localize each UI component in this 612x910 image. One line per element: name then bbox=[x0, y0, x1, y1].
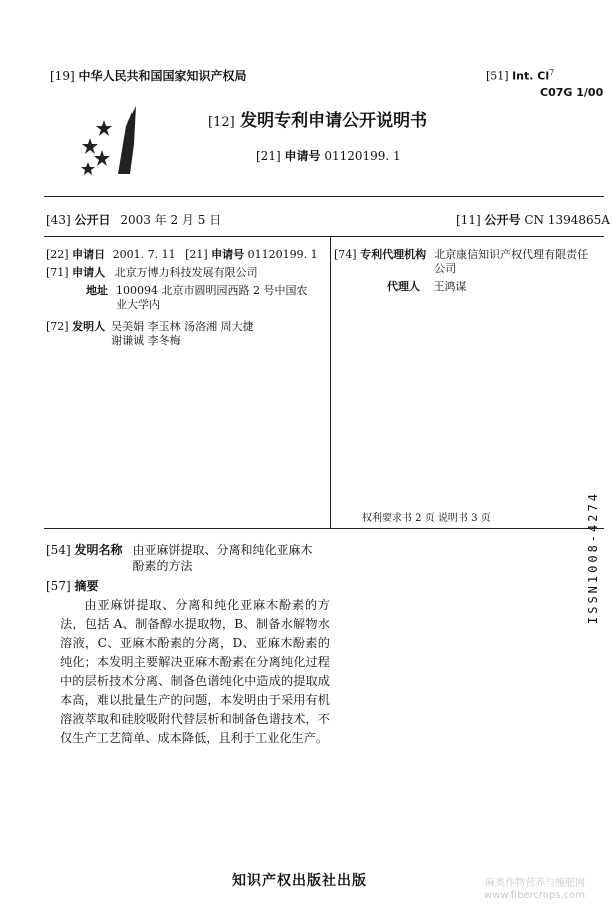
doc-type: 发明专利申请公开说明书 bbox=[240, 111, 428, 131]
appno2-value: 01120199. 1 bbox=[247, 248, 318, 261]
publisher: 知识产权出版社出版 bbox=[232, 873, 367, 889]
applicant-code: [71] bbox=[46, 266, 69, 279]
office-name: 中华人民共和国国家知识产权局 bbox=[78, 69, 247, 83]
filing-value: 2001. 7. 11 bbox=[112, 248, 176, 261]
pub-no-code: [11] bbox=[456, 213, 481, 227]
office-line bbox=[50, 68, 246, 84]
doc-type-code: [12] bbox=[208, 115, 235, 130]
agent-value: 王鸿谋 bbox=[433, 280, 467, 293]
agency-label: 专利代理机构 bbox=[360, 248, 427, 261]
address-line-2: 业大学内 bbox=[116, 298, 160, 311]
inventors-line-1: 吴美娟 李玉林 汤洛湘 周大捷 bbox=[111, 320, 254, 333]
class-code: [51] bbox=[486, 69, 509, 83]
abstract-code: [57] bbox=[46, 579, 71, 593]
cnipa-emblem-icon bbox=[74, 104, 164, 178]
pub-date-value: 2003 年 2 月 5 日 bbox=[120, 213, 222, 227]
inventor-row bbox=[46, 320, 328, 348]
filing-row bbox=[46, 248, 328, 262]
pub-date-code: [43] bbox=[46, 213, 71, 227]
watermark bbox=[484, 878, 585, 902]
biblio-right bbox=[334, 248, 602, 294]
title-line-1: 由亚麻饼提取、分离和纯化亚麻木 bbox=[132, 543, 313, 557]
office-code: [19] bbox=[50, 69, 75, 83]
class-sup: 7 bbox=[549, 68, 555, 77]
class-label: Int. Cl bbox=[512, 69, 550, 83]
divider-biblio-bottom bbox=[44, 528, 604, 529]
agency-code: [74] bbox=[334, 248, 357, 261]
watermark-cn: 麻类作物营养与施肥网 bbox=[485, 878, 586, 889]
title-code: [54] bbox=[46, 543, 71, 557]
title-label: 发明名称 bbox=[74, 543, 123, 557]
agency-head bbox=[334, 248, 426, 276]
filing-code: [22] bbox=[46, 248, 69, 261]
pub-no-line bbox=[456, 212, 610, 228]
title-value bbox=[132, 542, 312, 574]
address-value bbox=[116, 284, 307, 312]
doc-type-line bbox=[208, 110, 427, 134]
address-row bbox=[46, 284, 328, 312]
class-value: C07G 1/00 bbox=[540, 86, 604, 99]
filing-label: 申请日 bbox=[72, 248, 106, 261]
appno2-code: [21] bbox=[185, 248, 208, 261]
pub-no-value: CN 1394865A bbox=[524, 213, 610, 227]
divider-vertical bbox=[330, 236, 331, 528]
divider-top bbox=[44, 196, 604, 197]
issn-vertical: ISSN1008-4274 bbox=[586, 491, 600, 624]
abstract-heading bbox=[46, 578, 98, 594]
address-label: 地址 bbox=[86, 284, 108, 297]
abstract-text: 由亚麻饼提取、分离和纯化亚麻木酚素的方法，包括 A、制备醇水提取物，B、制备水解物水溶液，C、亚麻木酚素的分离，D、亚麻木酚素的纯化；本发明主要解决亚麻木酚素在分离纯化过程中的层析技术分离、制备色谱纯化中造成的提取成本高，难以批量生产的问题，本发明由于采用有机溶液萃取和硅胶吸附代替层析和制备色谱技术，不仅生产工艺简单、成本降低，且利于工业化生产。 bbox=[60, 598, 330, 745]
agent-label: 代理人 bbox=[387, 280, 420, 293]
inventor-head bbox=[46, 320, 105, 348]
pub-no-label: 公开号 bbox=[484, 213, 521, 227]
agent-row bbox=[334, 280, 602, 294]
app-no-label: 申请号 bbox=[284, 149, 321, 163]
address-line-1: 100094 北京市圆明园西路 2 号中国农 bbox=[116, 284, 308, 297]
class-line bbox=[486, 66, 554, 84]
inventor-code: [72] bbox=[46, 320, 69, 333]
agency-line-2: 公司 bbox=[434, 262, 457, 275]
applicant-label: 申请人 bbox=[72, 266, 106, 279]
inventors-line-2: 谢谦诚 李冬梅 bbox=[111, 334, 181, 347]
title-section bbox=[46, 542, 313, 574]
divider-biblio-top bbox=[44, 236, 604, 237]
pub-date-line bbox=[46, 212, 221, 228]
agency-row bbox=[334, 248, 602, 276]
page-counts: 权利要求书 2 页 说明书 3 页 bbox=[362, 513, 491, 524]
inventor-values bbox=[111, 320, 254, 348]
title-line-2: 酚素的方法 bbox=[132, 559, 193, 573]
abstract-label: 摘要 bbox=[74, 579, 99, 593]
applicant-value: 北京万博力科技发展有限公司 bbox=[114, 266, 258, 279]
inventor-label: 发明人 bbox=[72, 320, 106, 333]
app-no-value: 01120199. 1 bbox=[324, 149, 401, 163]
agency-value bbox=[434, 248, 588, 276]
app-no-line bbox=[256, 148, 401, 164]
title-head bbox=[46, 542, 122, 574]
biblio-left bbox=[46, 248, 328, 348]
agency-line-1: 北京康信知识产权代理有限责任 bbox=[434, 248, 589, 261]
applicant-row bbox=[46, 266, 328, 280]
watermark-url: www.fibercrops.com bbox=[484, 890, 586, 901]
pub-date-label: 公开日 bbox=[74, 213, 111, 227]
app-no-code: [21] bbox=[256, 149, 281, 163]
abstract-body bbox=[60, 596, 330, 748]
appno2-label: 申请号 bbox=[211, 248, 245, 261]
